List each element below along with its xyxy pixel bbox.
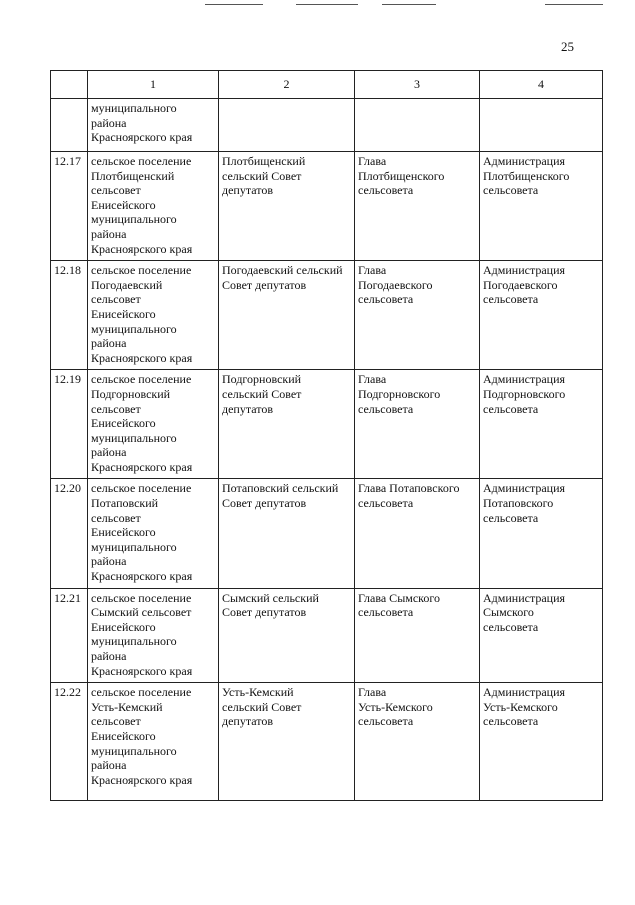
administration-cell: Администрация Усть-Кемского сельсовета: [480, 683, 603, 801]
council-cell: Погодаевский сельский Совет депутатов: [219, 261, 355, 370]
column-header-row: [51, 71, 603, 99]
row-number-cell: 12.17: [51, 152, 88, 261]
row-number-cell: 12.20: [51, 479, 88, 588]
administration-cell: [480, 99, 603, 152]
row-number-cell: 12.18: [51, 261, 88, 370]
head-cell: Глава Сымского сельсовета: [355, 588, 480, 683]
administration-cell: Администрация Погодаевского сельсовета: [480, 261, 603, 370]
settlement-cell: муниципального района Красноярского края: [88, 99, 219, 152]
table-row: [51, 588, 603, 683]
administration-cell: Администрация Плотбищенского сельсовета: [480, 152, 603, 261]
table-row: [51, 261, 603, 370]
column-header-4: 4: [480, 71, 603, 99]
head-cell: Глава Плотбищенского сельсовета: [355, 152, 480, 261]
head-cell: [355, 99, 480, 152]
table-row: [51, 683, 603, 801]
settlement-cell: сельское поселение Усть-Кемский сельсовет Енисейского муниципального района Красноярского края: [88, 683, 219, 801]
head-cell: Глава Потаповского сельсовета: [355, 479, 480, 588]
settlement-cell: сельское поселение Подгорновский сельсовет Енисейского муниципального района Красноярского края: [88, 370, 219, 479]
table-row: [51, 370, 603, 479]
council-cell: Усть-Кемский сельский Совет депутатов: [219, 683, 355, 801]
row-number-cell: [51, 99, 88, 152]
page-number: 25: [561, 39, 574, 54]
settlement-cell: сельское поселение Потаповский сельсовет Енисейского муниципального района Красноярского края: [88, 479, 219, 588]
row-number-cell: 12.22: [51, 683, 88, 801]
administration-cell: Администрация Подгорновского сельсовета: [480, 370, 603, 479]
council-cell: Сымский сельский Совет депутатов: [219, 588, 355, 683]
settlement-cell: сельское поселение Погодаевский сельсовет Енисейского муниципального района Красноярского края: [88, 261, 219, 370]
administration-cell: Администрация Сымского сельсовета: [480, 588, 603, 683]
column-header-3: 3: [355, 71, 480, 99]
column-header-1: 1: [88, 71, 219, 99]
table-row: [51, 152, 603, 261]
council-cell: Потаповский сельский Совет депутатов: [219, 479, 355, 588]
council-cell: [219, 99, 355, 152]
head-cell: Глава Подгорновского сельсовета: [355, 370, 480, 479]
administration-cell: Администрация Потаповского сельсовета: [480, 479, 603, 588]
table-row: [51, 479, 603, 588]
column-header-2: 2: [219, 71, 355, 99]
settlement-cell: сельское поселение Сымский сельсовет Енисейского муниципального района Красноярского края: [88, 588, 219, 683]
head-cell: Глава Погодаевского сельсовета: [355, 261, 480, 370]
settlement-cell: сельское поселение Плотбищенский сельсовет Енисейского муниципального района Красноярского края: [88, 152, 219, 261]
settlements-table: [50, 70, 603, 801]
council-cell: Подгорновский сельский Совет депутатов: [219, 370, 355, 479]
row-number-cell: 12.19: [51, 370, 88, 479]
column-header-num: [51, 71, 88, 99]
council-cell: Плотбищенский сельский Совет депутатов: [219, 152, 355, 261]
table-row-continuation: [51, 99, 603, 152]
head-cell: Глава Усть-Кемского сельсовета: [355, 683, 480, 801]
row-number-cell: 12.21: [51, 588, 88, 683]
scan-artifact-lines: [0, 0, 635, 10]
